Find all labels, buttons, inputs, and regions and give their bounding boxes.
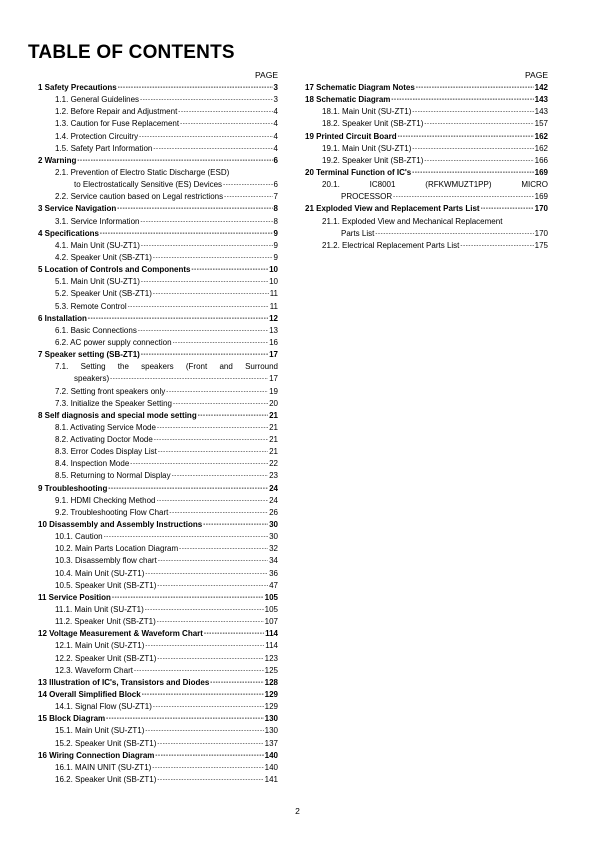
- toc-entry-label: 2 Warning: [38, 155, 77, 165]
- toc-entry-label: 15.2. Speaker Unit (SB-ZT1): [55, 738, 157, 748]
- toc-page-number: 137: [264, 738, 278, 748]
- toc-entry-label: 10.4. Main Unit (SU-ZT1): [55, 568, 145, 578]
- toc-entry-label: 13 Illustration of IC's, Transistors and Diodes: [38, 677, 210, 687]
- toc-page-number: 21: [269, 447, 278, 457]
- toc-entry-label: 11 Service Position: [38, 592, 111, 602]
- toc-page-number: 21: [269, 435, 278, 445]
- toc-entry-label: 8.4. Inspection Mode: [55, 459, 130, 469]
- toc-page-number: 20: [269, 398, 278, 408]
- toc-page-number: 21: [269, 422, 278, 432]
- toc-page-number: 8: [273, 204, 278, 214]
- toc-page-number: 13: [269, 325, 278, 335]
- toc-entry-label: 1 Safety Precautions: [38, 82, 117, 92]
- toc-entry-label: 1.4. Protection Circuitry: [55, 131, 139, 141]
- toc-entry-label: 8.1. Activating Service Mode: [55, 422, 156, 432]
- toc-page-number: 130: [264, 726, 278, 736]
- toc-entry-label: 1.3. Caution for Fuse Replacement: [55, 119, 180, 129]
- toc-page-number: 129: [264, 690, 278, 700]
- toc-page-number: 142: [534, 82, 548, 92]
- toc-leader-dots: [412, 166, 533, 179]
- toc-entry-label: 18 Schematic Diagram: [305, 95, 391, 105]
- toc-page-number: 4: [273, 119, 278, 129]
- toc-entry-label: 3.1. Service Information: [55, 216, 140, 226]
- toc-entry-label: 18.2. Speaker Unit (SB-ZT1): [322, 119, 424, 129]
- toc-entry-label: 18.1. Main Unit (SU-ZT1): [322, 107, 412, 117]
- toc-entry-label: 12.2. Speaker Unit (SB-ZT1): [55, 653, 157, 663]
- toc-entry-label: 5.3. Remote Control: [55, 301, 127, 311]
- toc-leader-dots: [460, 239, 533, 252]
- toc-page-number: 16: [269, 337, 278, 347]
- toc-page-number: 6: [273, 180, 278, 190]
- toc-page-number: 32: [269, 544, 278, 554]
- toc-page-number: 114: [265, 629, 278, 639]
- toc-entry-label: 8 Self diagnosis and special mode setting: [38, 410, 197, 420]
- toc-entry-label: 16.2. Speaker Unit (SB-ZT1): [55, 775, 157, 784]
- toc-page-number: 17: [269, 374, 278, 384]
- toc-entry-label: 11.2. Speaker Unit (SB-ZT1): [55, 617, 156, 627]
- toc-page-number: 128: [264, 677, 278, 687]
- toc-entry-label: 9.2. Troubleshooting Flow Chart: [55, 507, 169, 517]
- toc-page-number: 34: [269, 556, 278, 566]
- toc-section-entry[interactable]: [38, 155, 278, 167]
- toc-entry-label: 5.2. Speaker Unit (SB-ZT1): [55, 289, 152, 299]
- toc-entry-label: 10.5. Speaker Unit (SB-ZT1): [55, 580, 157, 590]
- toc-entry-label: 21.2. Electrical Replacement Parts List: [322, 240, 460, 250]
- toc-page-number: 105: [264, 592, 278, 602]
- toc-entry-label: 16.1. MAIN UNIT (SU-ZT1): [55, 762, 152, 772]
- toc-entry-label: 19.2. Speaker Unit (SB-ZT1): [322, 155, 424, 165]
- toc-page-number: 140: [264, 750, 278, 760]
- toc-page-number: 169: [534, 167, 548, 177]
- toc-entry-label: 1.1. General Guidelines: [55, 95, 140, 105]
- toc-page-number: 114: [265, 641, 278, 651]
- toc-entry-label: 20.1. IC8001 (RFKWMUZT1PP) MICRO: [322, 180, 548, 190]
- toc-section-entry[interactable]: [305, 167, 548, 179]
- toc-entry-label: 8.3. Error Codes Display List: [55, 447, 157, 457]
- toc-entry-label: 5.1. Main Unit (SU-ZT1): [55, 277, 140, 287]
- toc-entry-label: 6 Installation: [38, 313, 87, 323]
- toc-page-number: 3: [273, 95, 278, 105]
- toc-page-number: 10: [269, 277, 278, 287]
- toc-page-number: 170: [534, 228, 548, 238]
- toc-entry-label: speakers): [74, 374, 110, 384]
- toc-page-number: 162: [534, 131, 548, 141]
- toc-subsection-entry[interactable]: [38, 774, 278, 786]
- toc-page-number: 166: [534, 155, 548, 165]
- toc-list-right: [305, 82, 548, 252]
- toc-page-number: 11: [269, 289, 278, 299]
- toc-page-number: 9: [273, 252, 278, 262]
- toc-entry-label: 10.3. Disassembly flow chart: [55, 556, 157, 566]
- toc-entry-label: 9.1. HDMI Checking Method: [55, 495, 156, 505]
- toc-section-entry[interactable]: [38, 349, 278, 361]
- toc-entry-label: 11.1. Main Unit (SU-ZT1): [55, 605, 144, 615]
- toc-page-number: 21: [269, 410, 278, 420]
- toc-entry-label: 10.2. Main Parts Location Diagram: [55, 544, 179, 554]
- toc-page-number: 30: [269, 532, 278, 542]
- toc-entry-label: 21.1. Exploded View and Mechanical Replacement: [322, 216, 503, 226]
- toc-leader-dots: [77, 154, 272, 167]
- toc-entry-label: 12.3. Waveform Chart: [55, 665, 133, 675]
- toc-page-number: 3: [273, 82, 278, 92]
- toc-page-number: 4: [273, 143, 278, 153]
- toc-page-number: 22: [269, 459, 278, 469]
- toc-entry-label: 7.1. Setting the speakers (Front and Surround: [55, 362, 278, 372]
- toc-page-number: 107: [264, 617, 278, 627]
- toc-entry-label: 12 Voltage Measurement & Waveform Chart: [38, 629, 203, 639]
- toc-entry-label: to Electrostatically Sensitive (ES) Devices: [74, 180, 223, 190]
- toc-page-number: 9: [273, 228, 278, 238]
- toc-page-number: 170: [534, 204, 548, 214]
- toc-page-number: 143: [534, 95, 548, 105]
- toc-page-number: 10: [269, 265, 278, 275]
- toc-entry-label: 19.1. Main Unit (SU-ZT1): [322, 143, 412, 153]
- toc-page-number: 4: [273, 131, 278, 141]
- toc-list-left: [38, 82, 278, 786]
- toc-page-number: 12: [269, 313, 278, 323]
- toc-page-number: 125: [264, 665, 278, 675]
- toc-entry-label: 17 Schematic Diagram Notes: [305, 82, 415, 92]
- toc-page-number: 141: [264, 775, 278, 784]
- toc-leader-dots: [157, 773, 263, 786]
- page-number: 2: [295, 806, 300, 816]
- page-title: TABLE OF CONTENTS: [28, 42, 235, 63]
- toc-page-number: 17: [269, 350, 278, 360]
- toc-page-number: 24: [269, 483, 278, 493]
- toc-entry-label: 12.1. Main Unit (SU-ZT1): [55, 641, 145, 651]
- toc-page-number: 105: [264, 605, 278, 615]
- toc-entry-label: 6.2. AC power supply connection: [55, 337, 172, 347]
- toc-subsection-entry[interactable]: [305, 240, 548, 252]
- toc-entry-label: 7 Speaker setting (SB-ZT1): [38, 350, 140, 360]
- toc-page-number: 11: [269, 301, 278, 311]
- page-column-header: PAGE: [255, 70, 278, 80]
- toc-page-number: 129: [264, 702, 278, 712]
- toc-entry-label: 19 Printed Circuit Board: [305, 131, 397, 141]
- toc-leader-dots: [481, 202, 534, 215]
- toc-page-number: 36: [269, 568, 278, 578]
- toc-entry-label: 9 Troubleshooting: [38, 483, 108, 493]
- toc-entry-label: 3 Service Navigation: [38, 204, 117, 214]
- toc-entry-label: 2.2. Service caution based on Legal restrictions: [55, 192, 224, 202]
- toc-entry-label: 4 Specifications: [38, 228, 99, 238]
- toc-entry-label: 4.1. Main Unit (SU-ZT1): [55, 240, 140, 250]
- toc-entry-label: 16 Wiring Connection Diagram: [38, 750, 155, 760]
- toc-entry-label: 10.1. Caution: [55, 532, 103, 542]
- toc-entry-label: 10 Disassembly and Assembly Instructions: [38, 520, 203, 530]
- toc-entry-label: 5 Location of Controls and Components: [38, 265, 191, 275]
- toc-page-number: 143: [534, 107, 548, 117]
- toc-entry-label: 7.2. Setting front speakers only: [55, 386, 166, 396]
- toc-entry-label: 14.1. Signal Flow (SU-ZT1): [55, 702, 152, 712]
- toc-page-number: 123: [264, 653, 278, 663]
- toc-entry-label: 1.2. Before Repair and Adjustment: [55, 107, 178, 117]
- toc-entry-label: 21 Exploded View and Replacement Parts List: [305, 204, 480, 214]
- toc-left-column: [38, 69, 278, 786]
- toc-entry-label: 4.2. Speaker Unit (SB-ZT1): [55, 252, 152, 262]
- toc-page-number: 140: [264, 762, 278, 772]
- toc-entry-label: PROCESSOR: [341, 192, 393, 202]
- toc-page-number: 4: [273, 107, 278, 117]
- toc-page-number: 30: [269, 520, 278, 530]
- toc-entry-label: 8.5. Returning to Normal Display: [55, 471, 171, 481]
- toc-entry-label: 1.5. Safety Part Information: [55, 143, 153, 153]
- toc-leader-dots: [141, 348, 268, 361]
- toc-page-number: 24: [269, 495, 278, 505]
- toc-page-number: 19: [269, 386, 278, 396]
- toc-section-entry[interactable]: [305, 203, 548, 215]
- toc-entry-label: 15.1. Main Unit (SU-ZT1): [55, 726, 145, 736]
- toc-page-number: 8: [273, 216, 278, 226]
- toc-page-number: 9: [273, 240, 278, 250]
- toc-page-number: 7: [273, 192, 278, 202]
- toc-entry-label: 8.2. Activating Doctor Mode: [55, 435, 153, 445]
- toc-page-number: 6: [273, 155, 278, 165]
- toc-entry-label: 15 Block Diagram: [38, 714, 106, 724]
- toc-entry-label: 20 Terminal Function of IC's: [305, 167, 412, 177]
- toc-page-number: 175: [534, 240, 548, 250]
- toc-entry-label: 2.1. Prevention of Electro Static Discharge (ESD): [55, 167, 230, 177]
- toc-page-number: 162: [534, 143, 548, 153]
- page-column-header: PAGE: [525, 70, 548, 80]
- toc-entry-label: 6.1. Basic Connections: [55, 325, 137, 335]
- toc-right-column: [305, 69, 548, 252]
- toc-page-number: 47: [269, 580, 278, 590]
- toc-entry-label: Parts List: [341, 228, 375, 238]
- toc-entry-label: 14 Overall Simplified Block: [38, 690, 141, 700]
- toc-page-number: 23: [269, 471, 278, 481]
- toc-page-number: 130: [264, 714, 278, 724]
- toc-entry-label: 7.3. Initialize the Speaker Setting: [55, 398, 172, 408]
- toc-page-number: 169: [534, 192, 548, 202]
- toc-page-number: 157: [534, 119, 548, 129]
- toc-page-number: 26: [269, 507, 278, 517]
